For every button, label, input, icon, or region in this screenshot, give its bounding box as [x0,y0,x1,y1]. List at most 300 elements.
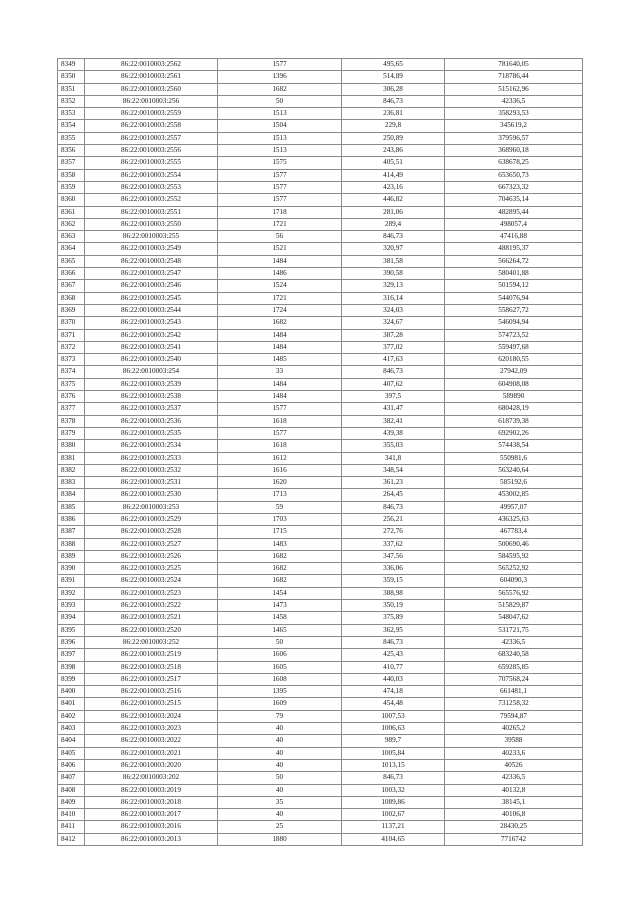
rate-cell: 425,43 [342,649,445,661]
value-cell: 574723,52 [445,329,583,341]
cadastral-number-cell: 86:22:0010003:2519 [85,649,218,661]
area-cell: 33 [218,366,342,378]
cadastral-number-cell: 86:22:0010003:256 [85,95,218,107]
area-cell: 1485 [218,354,342,366]
area-cell: 1612 [218,452,342,464]
table-row [58,132,583,144]
value-cell: 28430,25 [445,821,583,833]
table-row [58,231,583,243]
cadastral-number-cell: 86:22:0010003:2013 [85,833,218,845]
table-row [58,538,583,550]
table-row [58,489,583,501]
area-cell: 40 [218,784,342,796]
table-row [58,784,583,796]
cadastral-number-cell: 86:22:0010003:2559 [85,108,218,120]
row-number-cell: 8375 [58,378,85,390]
area-cell: 1465 [218,624,342,636]
area-cell: 1724 [218,304,342,316]
area-cell: 1605 [218,661,342,673]
row-number-cell: 8402 [58,710,85,722]
area-cell: 1395 [218,686,342,698]
area-cell: 1608 [218,673,342,685]
value-cell: 7716742 [445,833,583,845]
value-cell: 40526 [445,759,583,771]
area-cell: 1513 [218,108,342,120]
value-cell: 515162,96 [445,83,583,95]
table-row [58,501,583,513]
area-cell: 50 [218,772,342,784]
row-number-cell: 8381 [58,452,85,464]
rate-cell: 410,77 [342,661,445,673]
cadastral-number-cell: 86:22:0010003:2016 [85,821,218,833]
area-cell: 1577 [218,181,342,193]
row-number-cell: 8353 [58,108,85,120]
cadastral-number-cell: 86:22:0010003:2023 [85,723,218,735]
rate-cell: 431,47 [342,403,445,415]
value-cell: 565576,92 [445,587,583,599]
cadastral-number-cell: 86:22:0010003:2019 [85,784,218,796]
area-cell: 1575 [218,157,342,169]
row-number-cell: 8388 [58,538,85,550]
value-cell: 40132,8 [445,784,583,796]
cadastral-number-cell: 86:22:0010003:2542 [85,329,218,341]
row-number-cell: 8403 [58,723,85,735]
value-cell: 368960,18 [445,145,583,157]
value-cell: 620180,55 [445,354,583,366]
area-cell: 1396 [218,71,342,83]
rate-cell: 1006,63 [342,723,445,735]
rate-cell: 846,73 [342,231,445,243]
value-cell: 79594,87 [445,710,583,722]
cadastral-number-cell: 86:22:0010003:2552 [85,194,218,206]
value-cell: 704635,14 [445,194,583,206]
area-cell: 1721 [218,292,342,304]
value-cell: 667323,32 [445,181,583,193]
value-cell: 659285,85 [445,661,583,673]
table-row [58,673,583,685]
value-cell: 39588 [445,735,583,747]
value-cell: 574438,54 [445,440,583,452]
rate-cell: 846,73 [342,501,445,513]
cadastral-number-cell: 86:22:0010003:2554 [85,169,218,181]
table-row [58,698,583,710]
area-cell: 50 [218,636,342,648]
cadastral-number-cell: 86:22:0010003:2517 [85,673,218,685]
cadastral-number-cell: 86:22:0010003:2021 [85,747,218,759]
row-number-cell: 8360 [58,194,85,206]
rate-cell: 324,03 [342,304,445,316]
row-number-cell: 8373 [58,354,85,366]
rate-cell: 846,73 [342,366,445,378]
area-cell: 1682 [218,550,342,562]
cadastral-number-cell: 86:22:0010003:2521 [85,612,218,624]
table-row [58,440,583,452]
row-number-cell: 8392 [58,587,85,599]
rate-cell: 417,63 [342,354,445,366]
cadastral-number-cell: 86:22:0010003:2546 [85,280,218,292]
rate-cell: 381,58 [342,255,445,267]
cadastral-number-cell: 86:22:0010003:2534 [85,440,218,452]
table-row [58,464,583,476]
value-cell: 500690,46 [445,538,583,550]
cadastral-number-cell: 86:22:0010003:2539 [85,378,218,390]
row-number-cell: 8376 [58,391,85,403]
value-cell: 379596,57 [445,132,583,144]
rate-cell: 243,86 [342,145,445,157]
row-number-cell: 8411 [58,821,85,833]
value-cell: 558627,72 [445,304,583,316]
value-cell: 661481,1 [445,686,583,698]
cadastral-number-cell: 86:22:0010003:2550 [85,218,218,230]
table-row [58,526,583,538]
value-cell: 548047,62 [445,612,583,624]
area-cell: 1618 [218,440,342,452]
rate-cell: 414,49 [342,169,445,181]
rate-cell: 281,06 [342,206,445,218]
table-row [58,612,583,624]
cadastral-number-cell: 86:22:0010003:2532 [85,464,218,476]
area-cell: 1484 [218,378,342,390]
rate-cell: 1089,86 [342,796,445,808]
row-number-cell: 8396 [58,636,85,648]
row-number-cell: 8354 [58,120,85,132]
row-number-cell: 8359 [58,181,85,193]
cadastral-number-cell: 86:22:0010003:2529 [85,513,218,525]
row-number-cell: 8395 [58,624,85,636]
cadastral-number-cell: 86:22:0010003:2024 [85,710,218,722]
table-row [58,772,583,784]
rate-cell: 454,48 [342,698,445,710]
table-row [58,710,583,722]
table-row [58,624,583,636]
table-row [58,71,583,83]
row-number-cell: 8398 [58,661,85,673]
row-number-cell: 8355 [58,132,85,144]
cadastral-number-cell: 86:22:0010003:2538 [85,391,218,403]
value-cell: 618739,38 [445,415,583,427]
table-row [58,378,583,390]
table-row [58,255,583,267]
value-cell: 584595,92 [445,550,583,562]
value-cell: 550981,6 [445,452,583,464]
rate-cell: 350,19 [342,600,445,612]
row-number-cell: 8366 [58,268,85,280]
cadastral-number-cell: 86:22:0010003:2544 [85,304,218,316]
cadastral-number-cell: 86:22:0010003:2533 [85,452,218,464]
row-number-cell: 8362 [58,218,85,230]
value-cell: 453002,85 [445,489,583,501]
cadastral-number-cell: 86:22:0010003:2524 [85,575,218,587]
value-cell: 531721,75 [445,624,583,636]
rate-cell: 229,8 [342,120,445,132]
rate-cell: 1137,21 [342,821,445,833]
rate-cell: 329,13 [342,280,445,292]
table-row [58,181,583,193]
cadastral-number-cell: 86:22:0010003:2543 [85,317,218,329]
rate-cell: 1007,53 [342,710,445,722]
area-cell: 1703 [218,513,342,525]
row-number-cell: 8407 [58,772,85,784]
value-cell: 482895,44 [445,206,583,218]
cadastral-number-cell: 86:22:0010003:2020 [85,759,218,771]
area-cell: 25 [218,821,342,833]
table-row [58,809,583,821]
area-cell: 50 [218,95,342,107]
row-number-cell: 8405 [58,747,85,759]
area-cell: 1484 [218,341,342,353]
row-number-cell: 8351 [58,83,85,95]
area-cell: 1606 [218,649,342,661]
value-cell: 501594,12 [445,280,583,292]
value-cell: 566264,72 [445,255,583,267]
area-cell: 1577 [218,169,342,181]
area-cell: 1620 [218,477,342,489]
value-cell: 781640,05 [445,59,583,71]
table-row [58,157,583,169]
table-row [58,563,583,575]
cadastral-number-cell: 86:22:0010003:2557 [85,132,218,144]
row-number-cell: 8380 [58,440,85,452]
cadastral-number-cell: 86:22:0010003:2561 [85,71,218,83]
area-cell: 1486 [218,268,342,280]
table-row [58,95,583,107]
row-number-cell: 8390 [58,563,85,575]
rate-cell: 341,8 [342,452,445,464]
table-row [58,747,583,759]
cadastral-number-cell: 86:22:0010003:254 [85,366,218,378]
rate-cell: 324,67 [342,317,445,329]
row-number-cell: 8370 [58,317,85,329]
table-row [58,59,583,71]
row-number-cell: 8378 [58,415,85,427]
rate-cell: 989,7 [342,735,445,747]
cadastral-number-cell: 86:22:0010003:2549 [85,243,218,255]
area-cell: 1484 [218,391,342,403]
value-cell: 683240,58 [445,649,583,661]
row-number-cell: 8386 [58,513,85,525]
value-cell: 707568,24 [445,673,583,685]
area-cell: 40 [218,759,342,771]
value-cell: 358293,53 [445,108,583,120]
table-row [58,206,583,218]
table-row [58,796,583,808]
value-cell: 27942,09 [445,366,583,378]
area-cell: 1473 [218,600,342,612]
rate-cell: 474,18 [342,686,445,698]
table-row [58,317,583,329]
table-row [58,723,583,735]
area-cell: 1504 [218,120,342,132]
row-number-cell: 8409 [58,796,85,808]
table-row [58,600,583,612]
cadastral-number-cell: 86:22:0010003:2560 [85,83,218,95]
cadastral-number-cell: 86:22:0010003:2022 [85,735,218,747]
table-row [58,513,583,525]
table-row [58,83,583,95]
row-number-cell: 8391 [58,575,85,587]
value-cell: 653650,73 [445,169,583,181]
row-number-cell: 8397 [58,649,85,661]
rate-cell: 390,58 [342,268,445,280]
row-number-cell: 8352 [58,95,85,107]
rate-cell: 387,28 [342,329,445,341]
cadastral-number-cell: 86:22:0010003:2527 [85,538,218,550]
value-cell: 47416,88 [445,231,583,243]
row-number-cell: 8379 [58,427,85,439]
value-cell: 42336,5 [445,636,583,648]
table-row [58,280,583,292]
row-number-cell: 8389 [58,550,85,562]
cadastral-number-cell: 86:22:0010003:2558 [85,120,218,132]
row-number-cell: 8399 [58,673,85,685]
value-cell: 589890 [445,391,583,403]
rate-cell: 440,03 [342,673,445,685]
area-cell: 40 [218,809,342,821]
value-cell: 488195,37 [445,243,583,255]
row-number-cell: 8349 [58,59,85,71]
rate-cell: 320,97 [342,243,445,255]
row-number-cell: 8377 [58,403,85,415]
value-cell: 580401,88 [445,268,583,280]
value-cell: 544076,94 [445,292,583,304]
cadastral-number-cell: 86:22:0010003:2537 [85,403,218,415]
area-cell: 1682 [218,563,342,575]
table-row [58,329,583,341]
cadastral-number-cell: 86:22:0010003:2530 [85,489,218,501]
cadastral-number-cell: 86:22:0010003:2541 [85,341,218,353]
rate-cell: 362,95 [342,624,445,636]
row-number-cell: 8394 [58,612,85,624]
table-row [58,366,583,378]
area-cell: 40 [218,723,342,735]
area-cell: 1458 [218,612,342,624]
area-cell: 1616 [218,464,342,476]
cadastral-number-cell: 86:22:0010003:2017 [85,809,218,821]
cadastral-number-cell: 86:22:0010003:2522 [85,600,218,612]
table-row [58,833,583,845]
table-row [58,292,583,304]
table-row [58,194,583,206]
rate-cell: 236,81 [342,108,445,120]
cadastral-number-cell: 86:22:0010003:2562 [85,59,218,71]
table-row [58,821,583,833]
cadastral-number-cell: 86:22:0010003:2526 [85,550,218,562]
table-row [58,759,583,771]
cadastral-number-cell: 86:22:0010003:2018 [85,796,218,808]
area-cell: 1880 [218,833,342,845]
table-row [58,636,583,648]
value-cell: 40265,2 [445,723,583,735]
value-cell: 604908,08 [445,378,583,390]
value-cell: 546094,94 [445,317,583,329]
area-cell: 56 [218,231,342,243]
area-cell: 35 [218,796,342,808]
area-cell: 1718 [218,206,342,218]
rate-cell: 355,03 [342,440,445,452]
row-number-cell: 8356 [58,145,85,157]
table-row [58,169,583,181]
rate-cell: 405,51 [342,157,445,169]
value-cell: 498057,4 [445,218,583,230]
cadastral-number-cell: 86:22:0010003:2556 [85,145,218,157]
row-number-cell: 8363 [58,231,85,243]
row-number-cell: 8404 [58,735,85,747]
area-cell: 1454 [218,587,342,599]
cadastral-number-cell: 86:22:0010003:202 [85,772,218,784]
rate-cell: 289,4 [342,218,445,230]
rate-cell: 397,5 [342,391,445,403]
row-number-cell: 8367 [58,280,85,292]
table-row [58,649,583,661]
area-cell: 79 [218,710,342,722]
row-number-cell: 8365 [58,255,85,267]
value-cell: 731258,32 [445,698,583,710]
rate-cell: 377,02 [342,341,445,353]
area-cell: 1609 [218,698,342,710]
records-table [57,58,583,846]
value-cell: 40106,8 [445,809,583,821]
cadastral-number-cell: 86:22:0010003:255 [85,231,218,243]
rate-cell: 272,76 [342,526,445,538]
rate-cell: 347,56 [342,550,445,562]
row-number-cell: 8372 [58,341,85,353]
table-row [58,391,583,403]
value-cell: 42336,5 [445,95,583,107]
value-cell: 680428,19 [445,403,583,415]
cadastral-number-cell: 86:22:0010003:2540 [85,354,218,366]
area-cell: 1577 [218,59,342,71]
rate-cell: 361,23 [342,477,445,489]
area-cell: 1484 [218,255,342,267]
cadastral-number-cell: 86:22:0010003:253 [85,501,218,513]
area-cell: 1521 [218,243,342,255]
value-cell: 565252,92 [445,563,583,575]
cadastral-number-cell: 86:22:0010003:2531 [85,477,218,489]
rate-cell: 316,14 [342,292,445,304]
cadastral-number-cell: 86:22:0010003:2516 [85,686,218,698]
cadastral-number-cell: 86:22:0010003:2548 [85,255,218,267]
row-number-cell: 8371 [58,329,85,341]
rate-cell: 514,89 [342,71,445,83]
area-cell: 1682 [218,317,342,329]
rate-cell: 337,62 [342,538,445,550]
row-number-cell: 8406 [58,759,85,771]
row-number-cell: 8408 [58,784,85,796]
table-row [58,120,583,132]
table-row [58,427,583,439]
cadastral-number-cell: 86:22:0010003:2553 [85,181,218,193]
rate-cell: 846,73 [342,772,445,784]
area-cell: 1713 [218,489,342,501]
value-cell: 436325,63 [445,513,583,525]
rate-cell: 306,28 [342,83,445,95]
cadastral-number-cell: 86:22:0010003:2520 [85,624,218,636]
value-cell: 638678,25 [445,157,583,169]
value-cell: 563240,64 [445,464,583,476]
table-row [58,735,583,747]
area-cell: 1682 [218,83,342,95]
row-number-cell: 8385 [58,501,85,513]
row-number-cell: 8393 [58,600,85,612]
rate-cell: 359,15 [342,575,445,587]
rate-cell: 348,54 [342,464,445,476]
table-row [58,575,583,587]
rate-cell: 4104,65 [342,833,445,845]
area-cell: 1484 [218,329,342,341]
table-row [58,477,583,489]
row-number-cell: 8387 [58,526,85,538]
cadastral-number-cell: 86:22:0010003:2515 [85,698,218,710]
